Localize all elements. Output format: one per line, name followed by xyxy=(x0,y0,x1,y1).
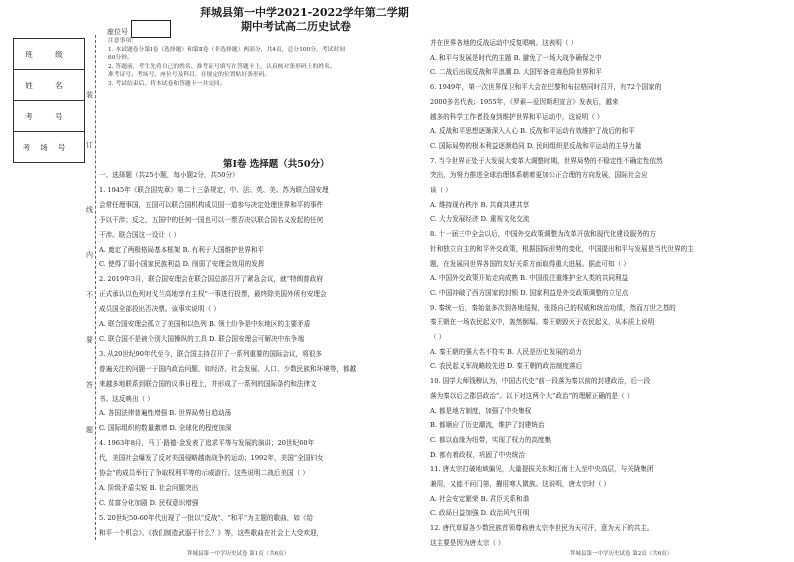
text-line: 12. 唐代草原各少数民族首领尊称唐太宗李世民为天可汗，意为天下的共主。 xyxy=(430,524,654,533)
text-line: 这主要是因为唐太宗（ ） xyxy=(430,538,505,547)
text-line: A. 秦王朝的强大名不符实 B. 人民是历史发展的动力 xyxy=(430,347,582,356)
class-field[interactable]: 班 级 xyxy=(14,39,85,70)
cut-line-char: 不 xyxy=(86,291,93,299)
text-line: 1. 1945年《联合国宪章》第二十三条规定，中、法、英、美、苏为联合国安理 xyxy=(99,185,329,194)
text-line: 4. 1963年8月，马丁·路德·金发表了追求平等与发展的演讲；20世纪60年 xyxy=(99,439,315,448)
text-line: 8. 十一届三中全会以后，中国外交政策调整为改革开放和现代化建设服务的方 xyxy=(430,230,656,239)
exam-number-field[interactable]: 考 号 xyxy=(14,101,85,132)
text-line: 10. 国学大师钱穆认为，中国古代史“前一段落为秦以前的封建政治，后一段 xyxy=(430,377,651,386)
cut-line-char: 答 xyxy=(86,381,93,389)
text-line: 来越多地联系到联合国的议事日程上，并形成了一系列的国际条约和法律文 xyxy=(99,379,317,388)
text-line: A. 和平与发展是时代的主题 B. 避免了一场大战争确保之中 xyxy=(430,53,602,62)
text-line: C. 国际组织的数量激增 D. 全球化的程度加深 xyxy=(99,424,232,433)
notes-line: 2. 答题前，考生先将自己的姓名、准考证号填写在答题卡上，认真核对条形码上的姓名、 xyxy=(108,63,336,70)
text-line: 予以干涉；反之，五国中的任何一国也可以一票否决以联合国名义发起的任何 xyxy=(99,215,324,224)
text-line: 一、选择题（共25小题，每小题2分，共50分） xyxy=(99,171,239,179)
text-line: 6. 1949年，第一次世界保卫和平大会在巴黎和布拉格同时召开，有72个国家的 xyxy=(430,83,662,92)
footer-right: 拜城县第一中学历史试卷 第2页（共6页） xyxy=(570,551,673,557)
cut-line-char: 题 xyxy=(86,426,93,434)
text-line: 越多的科学工作者投身到维护世界和平运动中，这说明（ ） xyxy=(430,112,604,121)
text-line: 2. 2019年3月，联合国安理会在联合国总部召开了紧急会议，就“特朗普政府 xyxy=(99,275,323,284)
section-title: 第Ⅰ卷 选择题（共50分） xyxy=(223,159,330,170)
text-line: （ ） xyxy=(430,333,446,341)
notes-line: 3. 考试结束后，将本试卷和答题卡一并交回。 xyxy=(108,80,226,87)
text-line: C. 国际局势的根本利益逐渐趋同 D. 民间组织是反战和平运动的主导力量 xyxy=(430,141,642,150)
text-line: A. 社会安定繁荣 B. 君臣关系和谐 xyxy=(430,494,530,503)
text-line: C. 政局日益加强 D. 政治风气开明 xyxy=(430,509,530,518)
text-line: C. 贫富分化加剧 D. 民权意识增强 xyxy=(99,498,199,507)
text-line: 落为秦以后之郡县政治”。以下对这两个大“政治”的理解正确的是（ ） xyxy=(430,391,634,400)
text-line: 代，美国社会爆发了反对美国侵略越南战争的运动；1992年，美国“全国妇女 xyxy=(99,454,324,463)
binding-cut-line xyxy=(95,35,96,540)
text-line: 和平一个机会》、《我们制造武器干什么？》等，这些歌曲在社会上大受欢迎， xyxy=(99,528,324,537)
text-line: 正式承认以色列对戈兰高地享有主权”一事进行投票，最终除美国外所有安理会 xyxy=(99,290,327,299)
text-line: A. 阶级矛盾尖锐 B. 社会问题突出 xyxy=(99,483,199,492)
text-line: B. 都顺应了历史潮流，维护了封建统治 xyxy=(430,421,545,430)
notes-line: 准考证号、考场号、座位号及科目，在规定的位置贴好条形码。 xyxy=(108,72,271,78)
text-line: 秦王朝在一场农民起义中，轰然倒塌。秦王朝毁灭于农民起义，从本质上说明 xyxy=(430,318,655,327)
text-line: A. 各国法律普遍性增强 B. 世界局势日趋动荡 xyxy=(99,409,232,418)
text-line: 针和独立自主的和平外交政策，根据国际形势的变化，中国提出和平与发展是当代世界的主 xyxy=(430,244,694,253)
notes-line: 1. 本试题卷分第Ⅰ卷（选择题）和第Ⅱ卷（非选择题）两部分，共4页，总分100分，考试时间 xyxy=(108,46,346,53)
footer-left: 拜城县第一中学历史试卷 第1页（共6页） xyxy=(187,551,290,557)
text-line: 书。这反映出（ ） xyxy=(99,394,154,403)
text-line: 7. 当今世界正处于大发展大变革大调整时期，世界局势的不稳定性不确定性依然 xyxy=(430,156,663,165)
text-line: C. 中国冲破了西方国家的封锁 D. 国家利益是外交政策调整的立足点 xyxy=(430,288,629,297)
cut-line-char: 内 xyxy=(86,251,93,259)
text-line: 干涉。联合国这一设计（ ） xyxy=(99,230,181,239)
text-line: 成员国全部投出否决票。该事实说明（ ） xyxy=(99,305,220,314)
student-info-table xyxy=(13,38,85,163)
notes-heading: 注意事项： xyxy=(108,38,137,44)
text-line: 2000多名代表；1955年，《罗素—爱因斯坦宣言》发表后，越来 xyxy=(430,97,619,106)
text-line: 9. 秦统一后，秦始皇多次到各地巡视，张扬自己的权威和统治功绩，然而万世之基的 xyxy=(430,303,676,312)
text-line: 并在世界各地的反战运动中反复唱响。这表明（ ） xyxy=(430,39,578,47)
text-line: 3. 从20世纪90年代至今，联合国主持召开了一系列重要的国际会议，将很多 xyxy=(99,349,322,358)
text-line: A. 都是地方制度，加强了中央集权 xyxy=(430,406,532,415)
cut-line-char: 线 xyxy=(86,206,93,214)
text-line: A. 中国外交政策开始走向成熟 B. 中国很注重维护全人类的共同利益 xyxy=(430,274,629,283)
text-line: C. 使得了弱小国家民族利益 D. 削弱了安理会效用的发挥 xyxy=(99,260,265,269)
exam-title: 拜城县第一中学2021-2022学年第二学期 xyxy=(200,6,409,19)
text-line: A. 反战和平思想逐渐深入人心 B. 反战和平运动有效维护了战后的和平 xyxy=(430,127,635,136)
seat-number-label: 座位号 xyxy=(107,28,128,36)
text-line: C. 联合国不是被个别大国操纵的工具 D. 联合国安理会可解决中东争端 xyxy=(99,334,304,343)
text-line: 题，在发展同世界各国的友好关系方面取得重大进展。据此可知（ ） xyxy=(430,259,630,268)
cut-line-char: 要 xyxy=(86,336,93,344)
text-line: A. 联合国安理会孤立了美国和以色列 B. 领土纷争是中东地区的主要矛盾 xyxy=(99,320,311,328)
text-line: 5. 20世纪50-60年代出现了一批以“反战”、“和平”为主题的歌曲，如《给 xyxy=(99,513,314,522)
exam-notes xyxy=(108,37,408,88)
text-line: 会常任理事国，五国可以联合国机构成员国一道参与决定处理世界和平的事件 xyxy=(99,200,324,209)
text-line: 11. 唐太宗打破地域偏见，大量提拔关东和江南士人至中央高层，与关陇集团 xyxy=(430,465,654,474)
notes-line: 60分钟。 xyxy=(108,55,133,61)
text-line: C. 二战后出现反战和平浪潮 D. 大国军备竞赛危险世界和平 xyxy=(430,68,602,77)
seat-number-box[interactable] xyxy=(131,20,171,38)
exam-room-field[interactable]: 考场号 xyxy=(14,132,85,163)
text-line: C. 农民起义军战略较先进 D. 秦王朝的政治制度落后 xyxy=(430,362,583,371)
text-line: A. 维持现有秩序 B. 共商共建共享 xyxy=(430,200,530,209)
exam-subtitle: 期中考试高二历史试卷 xyxy=(241,20,351,33)
text-line: 普遍关注的问题一于国内政治问题，如经济、社会发展、人口、少数民族和环境等，都越 xyxy=(99,364,357,373)
text-line: C. 都以血缘为纽带，实现了权力的高度集 xyxy=(430,435,552,444)
text-line: C. 大力发展经济 D. 重视文化交流 xyxy=(430,215,530,224)
text-line: 协会”的成员举行了争取权利平等的示威游行。这些说明二战后美国（ ） xyxy=(99,469,309,477)
name-field[interactable]: 姓 名 xyxy=(14,70,85,101)
cut-line-char: 装 xyxy=(86,91,93,99)
cut-line-char: 订 xyxy=(86,141,93,149)
text-line: 突出，为努力推进全球治理体系朝着更加公正合理的方向发展，国际社会应 xyxy=(430,171,648,180)
text-line: 该（ ） xyxy=(430,186,452,194)
text-line: D. 都有着政权，巩固了中央统治 xyxy=(430,450,525,459)
text-line: 兼用，又能不问门第，擢用寒人微族。这说明，唐太宗时（ ） xyxy=(430,480,611,488)
text-line: A. 奠定了两极格局基本框架 B. 有利于大国维护世界和平 xyxy=(99,245,265,254)
